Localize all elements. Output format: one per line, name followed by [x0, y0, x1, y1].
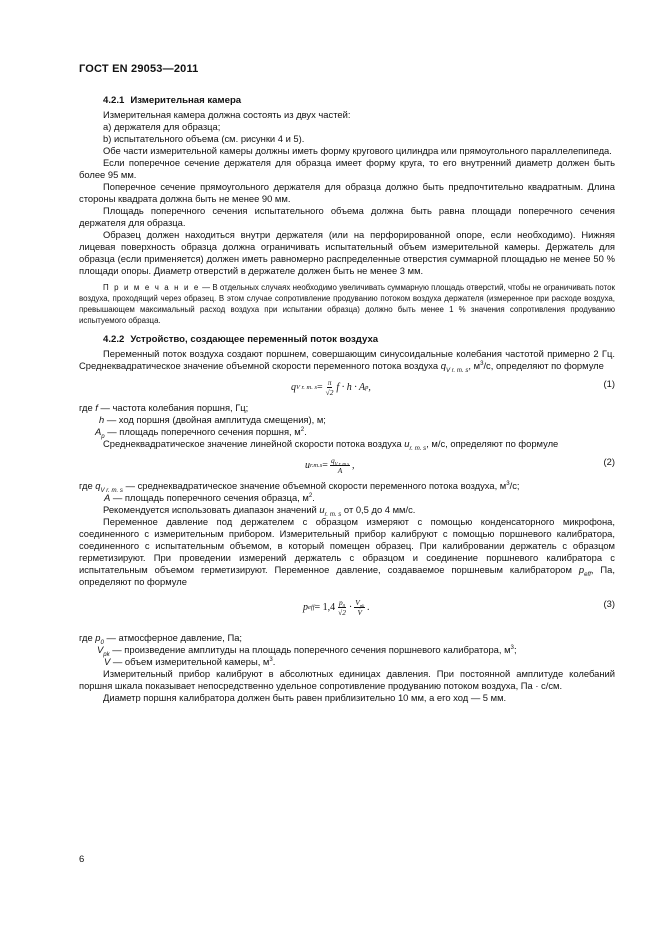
note-label: П р и м е ч а н и е — [103, 283, 200, 292]
math-var: p — [95, 632, 101, 643]
paragraph — [79, 516, 615, 588]
math-sub: 0 — [100, 638, 104, 646]
text-run: , Па, определяют по формуле — [79, 564, 615, 587]
math-var: p — [303, 601, 308, 613]
math-op: = 1,4 — [314, 601, 336, 613]
fraction — [354, 598, 365, 617]
where-line — [79, 402, 615, 414]
math-var: A — [104, 492, 111, 503]
formula-2 — [79, 450, 615, 480]
math-sub: V r. m. s — [100, 486, 123, 494]
math-sup: 2 — [300, 425, 305, 433]
text-run: — среднеквадратическое значение объемной скорости переменного потока воздуха, м — [122, 480, 507, 491]
paragraph: Диаметр поршня калибратора должен быть равен приблизительно 10 мм, а его ход — 5 мм. — [103, 692, 507, 703]
paragraph: Измерительный прибор калибруют в абсолютных единицах давления. При постоянной амплитуде колебаний поршня шкала показывает непосредственно удельное сопротивление продуванию потоком воздуха, Па · с/см. — [79, 668, 615, 691]
section-heading-4-2-2 — [79, 334, 615, 346]
text-run: — площадь поперечного сечения образца, м — [110, 492, 309, 503]
page-number: 6 — [79, 854, 85, 865]
section-heading-4-2-1 — [79, 95, 615, 107]
paragraph: Образец должен находиться внутри держателя (или на перфорированной опоре, если необходимо). Нижняя лицевая поверхность образца должна ограничивать испытательный объем измерительной камеры. Держатель для образца (если применяется) должен иметь равномерно распределенные отверстия суммарной площадью не менее 50 % площади опоры. Диаметр отверстий в держателе должен быть не менее 3 мм. — [79, 229, 615, 276]
math-sub: pk — [103, 650, 110, 658]
text-run: — площадь поперечного сечения поршня, м — [104, 426, 301, 437]
math-sub: pk — [359, 604, 365, 610]
list-item-b: b) испытательного объема (см. рисунки 4 и 5). — [103, 133, 305, 144]
note — [79, 282, 615, 326]
text-run: — атмосферное давление, Па; — [103, 632, 243, 643]
formula-3 — [79, 588, 615, 632]
where-line — [79, 414, 615, 426]
paragraph — [79, 438, 615, 450]
equation-number: (3) — [603, 598, 615, 609]
paragraph: Площадь поперечного сечения испытательного объема должна быть равна площади поперечного сечения держателя для образца. — [79, 205, 615, 228]
where-line — [79, 632, 615, 644]
math-sub: 0 — [342, 604, 346, 610]
math-var: f · h · A — [336, 381, 366, 393]
paragraph — [79, 504, 615, 516]
note-text: — В отдельных случаях необходимо увеличивать суммарную площадь отверстий, чтобы не ограничивать поток воздуха, проходящий через образец. В этом случае сопротивление продуванию потоком воздуха держателя (измеренное при расходе воздуха, превышающем максимальный расход воздуха при испытании образца) должно быть менее 1 % значения сопротивления продуванию испытуемого образца. — [79, 283, 615, 325]
numerator — [330, 456, 350, 466]
paragraph: Измерительная камера должна состоять из двух частей: — [103, 109, 351, 120]
text-run: — произведение амплитуды на площадь поперечного сечения поршневого калибратора, м — [109, 644, 511, 655]
text-run: — объем измерительной камеры, м — [110, 656, 270, 667]
where-line — [79, 492, 615, 504]
math-sup: 3 — [506, 479, 510, 487]
numerator: π — [327, 378, 332, 387]
paragraph — [79, 348, 615, 372]
math-var: V — [104, 656, 111, 667]
math-var: u — [319, 504, 325, 515]
fraction — [337, 598, 347, 617]
math-op: = — [322, 459, 328, 471]
paragraph: Обе части измерительной камеры должны иметь форму кругового цилиндра или прямоугольного параллелепипеда. — [103, 145, 612, 156]
section-title: Устройство, создающее переменный поток воздуха — [130, 334, 379, 345]
equation-number: (2) — [603, 456, 615, 467]
math-var: p — [338, 598, 343, 607]
math-var: q — [440, 360, 446, 371]
section-number: 4.2.2 — [103, 334, 125, 345]
text-run: /с; — [509, 480, 520, 491]
where-line — [79, 480, 615, 492]
math-op: , — [368, 381, 371, 393]
math-var: h — [99, 414, 105, 425]
document-body — [79, 95, 615, 704]
where-line — [79, 656, 615, 668]
math-sup: 3 — [269, 655, 273, 663]
denominator: A — [337, 466, 343, 476]
math-var: V — [355, 598, 360, 607]
text-run: где — [79, 402, 96, 413]
text-run: . — [304, 426, 307, 437]
text-run: . — [272, 656, 276, 667]
text-run: Переменный поток воздуха создают поршнем, совершающим синусоидальные колебания частотой примерно 2 Гц. Среднеквадратическое значение объемной скорости переменного потока воздуха — [79, 348, 615, 371]
fraction — [330, 456, 350, 475]
paragraph: Поперечное сечение прямоугольного держателя для образца должно быть предпочтительно квадратным. Длина стороны квадрата должна быть не менее 90 мм. — [79, 181, 615, 204]
fraction — [325, 378, 335, 397]
formula-expression: p eff = 1,4 $\frac{p_0}{√2}$ · $\frac{V_{pk}}{V}$ . — [303, 598, 370, 618]
math-var: V — [97, 644, 104, 655]
math-sub: eff — [584, 570, 591, 578]
math-op: . — [367, 601, 370, 613]
text-run: Переменное давление под держателем с образцом измеряют с помощью конденсаторного микрофона, соединенного с измерительным прибором. Измерительный прибор калибруют с помощью поршневого калибратора, соединенного с испытательным объемом, в который помещен образец. При калибровании держатель с образцом герметизируют. При проведении измерений держатель с образцом и соединение поршневого калибратора с испытательным объемом герметизируют. Переменное давление, создаваемое поршневым калибратором — [79, 516, 615, 575]
math-op: · — [348, 601, 353, 613]
text-run: ; — [513, 644, 517, 655]
math-sup: 3 — [510, 643, 514, 651]
math-sub: r. m. s — [409, 444, 427, 452]
math-op: , — [351, 459, 355, 471]
math-var: q — [330, 456, 335, 465]
denominator: √2 — [325, 388, 334, 397]
math-var: q — [291, 381, 296, 393]
text-run: , м/с, определяют по формуле — [426, 438, 559, 449]
text-run: где — [79, 480, 96, 491]
text-run: — частота колебания поршня, Гц; — [97, 402, 249, 413]
math-sub: p — [101, 432, 105, 440]
denominator: V — [357, 608, 363, 618]
text-run: , м — [468, 360, 481, 371]
formula-1 — [79, 372, 615, 402]
numerator — [354, 598, 365, 608]
section-number: 4.2.1 — [103, 95, 125, 106]
where-line — [79, 426, 615, 438]
text-run: от 0,5 до 4 мм/с. — [341, 504, 416, 515]
math-var: u — [404, 438, 410, 449]
text-run: Рекомендуется использовать диапазон значений — [103, 504, 320, 515]
numerator — [338, 598, 346, 608]
text-run: где — [79, 632, 96, 643]
text-run: Среднеквадратическое значение линейной скорости потока воздуха — [103, 438, 405, 449]
list-item-a: a) держателя для образца; — [103, 121, 221, 132]
denominator: √2 — [338, 608, 346, 618]
text-run: /с, определяют по формуле — [483, 360, 604, 371]
math-sub: r. m. s — [324, 510, 342, 518]
document-header: ГОСТ EN 29053—2011 — [79, 63, 199, 75]
section-title: Измерительная камера — [130, 95, 242, 106]
math-sup: 2 — [308, 491, 313, 499]
math-var: f — [95, 402, 98, 413]
math-sub: V r. m.s — [334, 462, 349, 468]
text-run: — ход поршня (двойная амплитуда смещения), м; — [104, 414, 326, 425]
where-line — [79, 644, 615, 656]
math-var: u — [305, 459, 310, 471]
text-run: . — [312, 492, 315, 503]
formula-expression: q V r. m. s = $\frac{\pi}{√2}$ f · h · A p , — [291, 378, 371, 397]
math-sup: 3 — [480, 359, 484, 367]
math-var: A — [95, 426, 102, 437]
equation-number: (1) — [603, 378, 615, 389]
math-var: p — [578, 564, 585, 575]
paragraph: Если поперечное сечение держателя для образца имеет форму круга, то его внутренний диаметр должен быть более 95 мм. — [79, 157, 615, 180]
math-op: = — [317, 381, 323, 393]
formula-expression: u r.m.s = $\frac{q_{V r. m.s}}{A}$ , — [305, 456, 355, 476]
math-var: q — [95, 480, 101, 491]
math-sub: V r. m. s — [445, 366, 469, 374]
